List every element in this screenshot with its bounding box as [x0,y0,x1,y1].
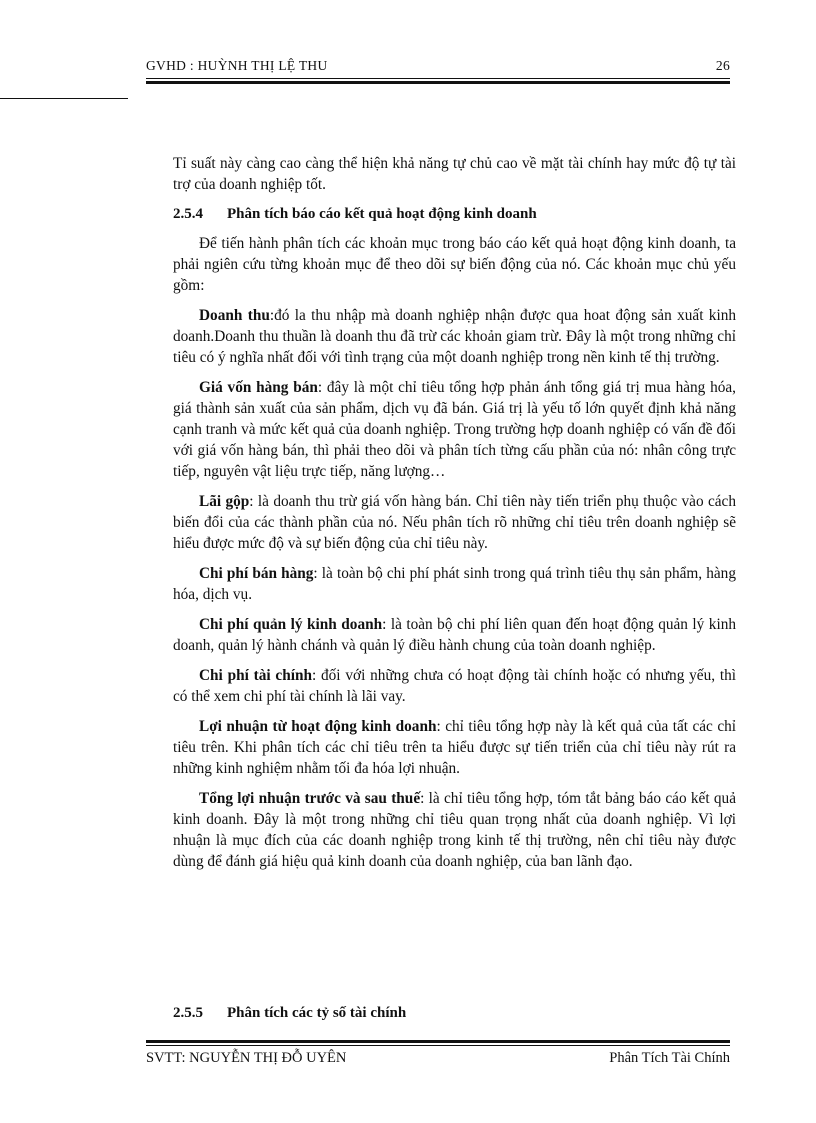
section-title: Phân tích các tỷ số tài chính [227,1005,407,1021]
item-text: : là toàn bộ chi phí phát sinh trong quá trình tiêu thụ sản phẩm, hàng hóa, dịch vụ. [173,565,736,603]
item-text: : là doanh thu trừ giá vốn hàng bán. Chỉ tiên này tiến triển phụ thuộc vào cách biến đổi của các thành phần của nó. Nếu phân tích rõ những chỉ tiêu trên doanh nghiệp sẽ hiểu được mức độ và sự biến động của chỉ tiêu này. [173,493,736,552]
margin-line [0,98,128,99]
section-heading-254 [173,204,736,225]
header-instructor: GVHD : HUỲNH THỊ LỆ THU [146,58,328,73]
item-text: : là toàn bộ chi phí liên quan đến hoạt động quản lý kinh doanh, quản lý hành chánh và quản lý điều hành chung của toàn doanh nghiệp. [173,616,737,654]
item-text: :đó la thu nhập mà doanh nghiệp nhận được qua hoat động sản xuất kinh doanh.Doanh thu thuần là doanh thu đã trừ các khoản giam trừ. Đây là một trong những chỉ tiêu có ý nghĩa nhất đối với tình trạng của một doanh nghiệp trong nền kinh tế thị trường. [173,307,737,366]
item-chi-phi-quan-ly [173,614,736,656]
footer-rule-thick [146,1040,730,1043]
footer-student: SVTT: NGUYỄN THỊ ĐỖ UYÊN [146,1050,347,1066]
item-lai-gop [173,491,736,554]
section-intro-paragraph: Để tiến hành phân tích các khoản mục trong báo cáo kết quả hoạt động kinh doanh, ta phải ngiên cứu từng khoản mục để theo dõi sự biến động của nó. Các khoản mục chủ yếu gồm: [173,235,736,294]
intro-paragraph [173,153,736,195]
item-tong-loi-nhuan [173,788,736,872]
section-number: 2.5.5 [173,1005,203,1021]
section-number: 2.5.4 [173,206,203,222]
item-term: Giá vốn hàng bán [199,379,318,396]
item-text: : là chỉ tiêu tổng hợp, tóm tắt bảng báo cáo kết quả kinh doanh. Đây là một trong những chỉ tiêu quan trọng nhất của doanh nghiệp. Vì lợi nhuận là mục đích của các doanh nghiệp trong kinh tế thị trường, nên chỉ tiêu này được dùng để đánh giá hiệu quả kinh doanh của doanh nghiệp, của ban lãnh đạo. [173,790,736,870]
item-term: Lợi nhuận từ hoạt động kinh doanh [199,718,437,735]
item-text: : chỉ tiêu tổng hợp này là kết quả của tất các chỉ tiêu trên. Khi phân tích các chỉ tiêu trên ta hiểu được sự tiến triển của chỉ tiêu này rút ra những kinh nghiệm nhằm tối đa hóa lợi nhuận. [173,718,737,777]
item-text: : đây là một chỉ tiêu tổng hợp phản ánh tổng giá trị mua hàng hóa, giá thành sản xuất của sản phẩm, dịch vụ đã bán. Giá trị là yếu tố lớn quyết định khả năng cạnh tranh và mức kết quả của doanh nghiệp. Trong trường hợp doanh nghiệp có vấn đề đối với giá vốn hàng bán, thì phải theo dõi và phân tích từng cấu phần của nó: nhân công trực tiếp, nguyên vật liệu trực tiếp, năng lượng… [173,379,736,480]
footer-rule-thin [146,1045,730,1046]
footer-topic: Phân Tích Tài Chính [609,1050,730,1066]
item-chi-phi-tai-chinh [173,665,736,707]
intro-line-2: mức độ tự tài trợ của doanh nghiệp tốt. [173,155,736,193]
section-heading-255 [173,1005,406,1022]
item-text: : đối với những chưa có hoạt động tài chính hoặc có nhưng yếu, thì có thể xem chi phí tài chính là lãi vay. [173,667,736,705]
item-term: Chi phí quản lý kinh doanh [199,616,383,633]
header-rule-thin [146,78,730,79]
item-loi-nhuan-hdkd [173,716,736,779]
item-term: Tổng lợi nhuận trước và sau thuế [199,790,421,807]
item-term: Chi phí bán hàng [199,565,314,582]
item-doanh-thu [173,305,736,368]
page-body [173,153,736,881]
page-number: 26 [715,58,730,73]
header-rule-thick [146,81,730,84]
item-chi-phi-ban-hang [173,563,736,605]
item-gia-von-hang-ban [173,377,736,482]
section-title: Phân tích báo cáo kết quả hoạt động kinh doanh [227,206,537,222]
page-header [146,58,730,78]
item-term: Lãi gộp [199,493,250,510]
item-term: Doanh thu [199,307,270,324]
intro-line-1: Tỉ suất này càng cao càng thể hiện khả năng tự chủ cao về mặt tài chính hay [173,155,649,172]
item-term: Chi phí tài chính [199,667,312,684]
